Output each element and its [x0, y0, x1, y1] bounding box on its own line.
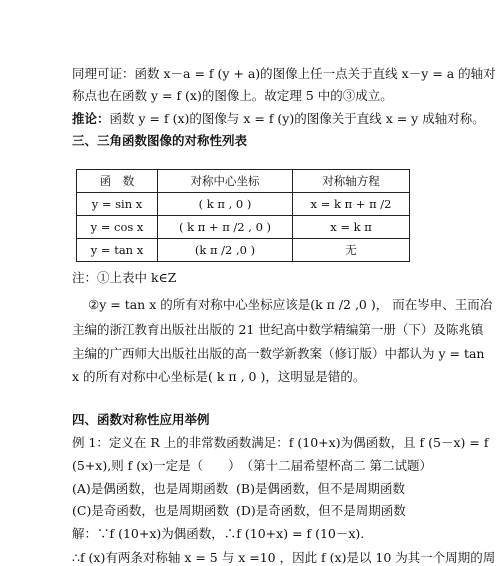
- table-cell: ( k π + π /2 , 0 ): [158, 216, 293, 239]
- solution-line: ∴f (x)有两条对称轴 x = 5 与 x =10 ，因此 f (x)是以 10 为其一个周期的周: [72, 550, 496, 565]
- table-cell: y = sin x: [77, 193, 158, 216]
- corollary-label: 推论：: [72, 111, 110, 126]
- paragraph-line: 同理可证：函数 x－a = f (y + a)的图像上任一点关于直线 x－y = a 的轴对: [72, 66, 496, 81]
- symmetry-table: [76, 169, 410, 262]
- table-header-cell: 对称中心坐标: [158, 170, 293, 193]
- corollary-text: 函数 y = f (x)的图像与 x = f (y)的图像关于直线 x = y 成轴对称。: [109, 111, 485, 126]
- section-3-title: 三、三角函数图像的对称性列表: [72, 133, 248, 148]
- note-line: 注：①上表中 k∈Z: [72, 270, 177, 285]
- table-cell: x = k π: [293, 216, 410, 239]
- table-cell: y = tan x: [77, 239, 158, 262]
- option-c: (C)是奇函数，也是周期函数: [72, 503, 229, 518]
- section-4-title: 四、函数对称性应用举例: [72, 412, 210, 427]
- option-b: (B)是偶函数，但不是周期函数: [236, 481, 405, 496]
- option-d: (D)是奇函数，但不是周期函数: [236, 503, 406, 518]
- option-a: (A)是偶函数，也是周期函数: [72, 481, 229, 496]
- corollary-line: [72, 111, 485, 127]
- solution-line: 解：∵f (10+x)为偶函数，∴f (10+x) = f (10－x).: [72, 526, 365, 541]
- example-line: 例 1：定义在 R 上的非常数函数满足：f (10+x)为偶函数，且 f (5－x) = f: [72, 435, 489, 450]
- note-line: x 的所有对称中心坐标是( k π , 0 )，这明显是错的。: [72, 369, 366, 384]
- example-line: (5+x),则 f (x)一定是（ ） （第十二届希望杯高二 第二试题）: [72, 458, 433, 473]
- table-row: [77, 193, 410, 216]
- table-header-row: [77, 170, 410, 193]
- paragraph-line: 称点也在函数 y = f (x)的图像上。故定理 5 中的③成立。: [72, 88, 393, 103]
- note-line: ②y = tan x 的所有对称中心坐标应该是(k π /2 ,0 )， 而在岑申、王而冶: [88, 297, 493, 312]
- note-line: 主编的浙江教育出版社出版的 21 世纪高中数学精编第一册（下）及陈兆镇: [72, 322, 484, 337]
- table-cell: (k π /2 ,0 ): [158, 239, 293, 262]
- table-row: [77, 216, 410, 239]
- table-cell: x = k π + π /2: [293, 193, 410, 216]
- table-header-cell: 对称轴方程: [293, 170, 410, 193]
- table-cell: y = cos x: [77, 216, 158, 239]
- table-header-cell: 函 数: [77, 170, 158, 193]
- note-line: 主编的广西师大出版社出版的高一数学新教案（修订版）中都认为 y = tan: [72, 346, 485, 361]
- table-cell: ( k π , 0 ): [158, 193, 293, 216]
- table-cell: 无: [293, 239, 410, 262]
- table-row: [77, 239, 410, 262]
